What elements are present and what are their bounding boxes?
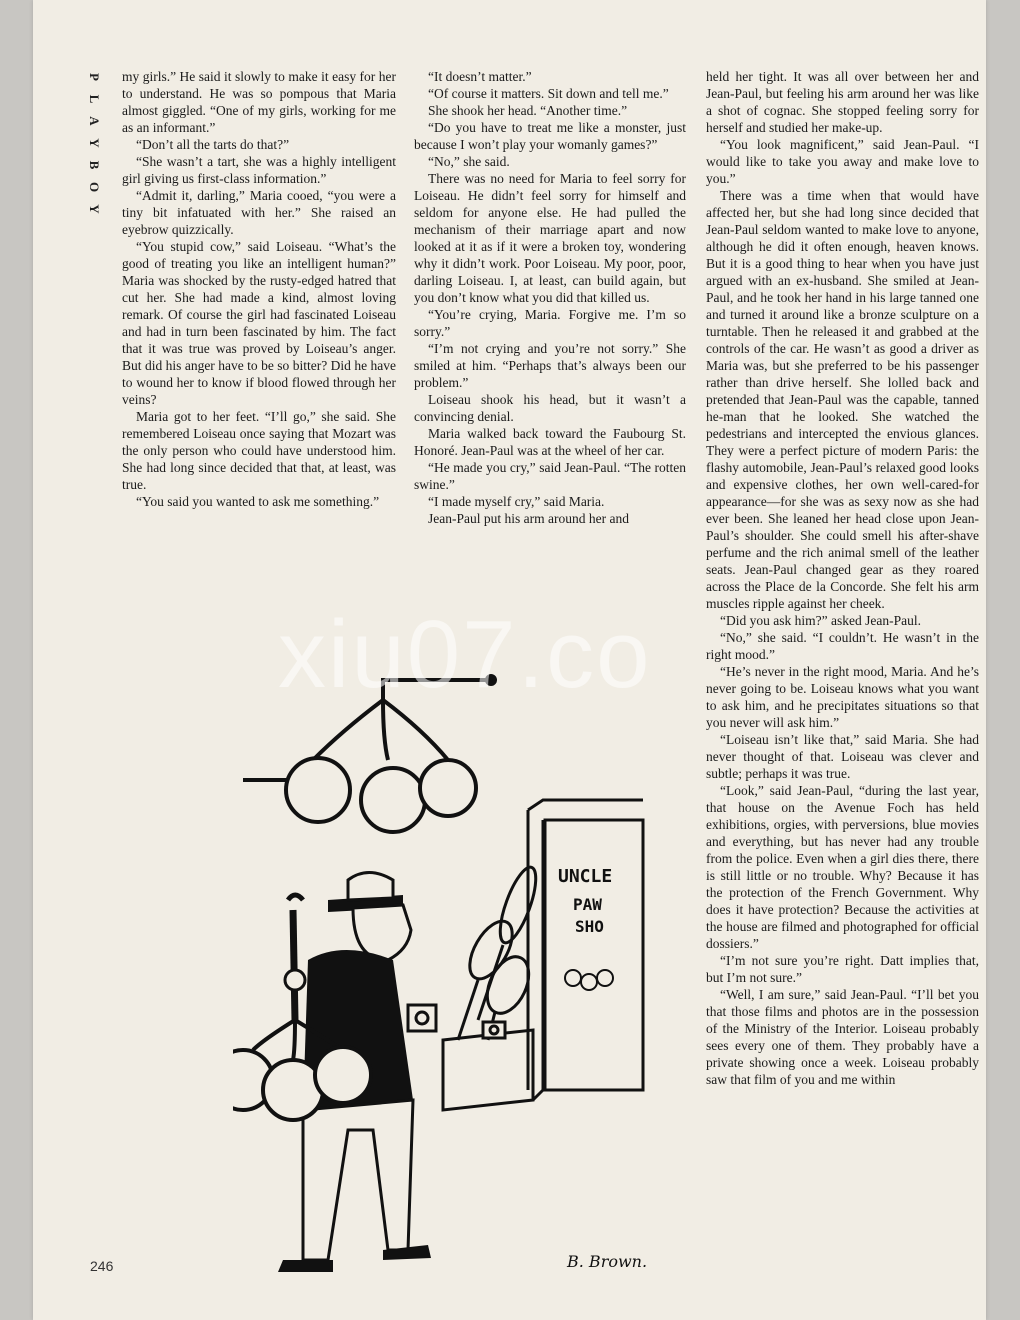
sign-text-sho: SHO — [575, 917, 604, 936]
paragraph: “I’m not crying and you’re not sorry.” She smiled at him. “Perhaps that’s always been our problem.” — [414, 341, 686, 390]
paragraph: There was a time when that would have affected her, but she had long since decided that Jean-Paul seldom wanted to make love to anyone, although he did it often enough, heaven knows. But it is a good thing to hear when you have just argued with an ex-husband. She smiled at Jean-Paul, and he took her hand in his large tanned one and turned it around like a bronze sculpture on a turntable. Then he released it and grabbed at the controls of the car. He wasn’t as good a driver as Maria was, but she preferred to be his passenger rather than drive herself. She lolled back and pretended that Jean-Paul was the capable, tanned he-man that he looked. She watched the pedestrians and intercepted the envious glances. They were a perfect picture of modern Paris: the flashy automobile, Jean-Paul’s relaxed good looks and expensive clothes, her own well-cared-for appearance—for she was as sexy now as she had ever been. She leaned her head close upon Jean-Paul’s shoulder. She could smell his after-shave perfume and the rich animal smell of the leather seats. Jean-Paul changed gear as they roared across the Place de la Concorde. She felt his arm muscles ripple against her cheek. — [706, 188, 979, 611]
paragraph: “You stupid cow,” said Loiseau. “What’s the good of treating you like an intelligent human?” Maria was shocked by the rusty-edged hatred that cut her. She had made a kind, almost loving remark. Of course the girl had fascinated Loiseau and had in turn been fascinated by him. The fact that it was true was proved by Loiseau’s anger. But did his anger have to be so bitter? Did he have to wound her to know if blood flowed through her veins? — [122, 239, 396, 407]
masthead-letter: Y — [87, 138, 102, 148]
sign-text-paw: PAW — [573, 895, 602, 914]
masthead-letter: L — [87, 94, 102, 104]
masthead-vertical — [83, 66, 105, 220]
paragraph: “Did you ask him?” asked Jean-Paul. — [720, 613, 921, 628]
masthead-letter: A — [87, 116, 102, 126]
paragraph: “She wasn’t a tart, she was a highly intelligent girl giving us first-class information.” — [122, 154, 396, 186]
magazine-page — [33, 0, 986, 1320]
paragraph: “You’re crying, Maria. Forgive me. I’m so sorry.” — [414, 307, 686, 339]
paragraph: Jean-Paul put his arm around her and — [428, 511, 629, 526]
watermark-text: xiu07.co — [278, 601, 652, 708]
paragraph: She shook her head. “Another time.” — [428, 103, 628, 118]
paragraph: my girls.” He said it slowly to make it easy for her to understand. He was so pompous that Maria almost giggled. “One of my girls, working for me as an informant.” — [122, 69, 396, 135]
paragraph: “Don’t all the tarts do that?” — [136, 137, 290, 152]
masthead-letter: Y — [87, 204, 102, 214]
paragraph: There was no need for Maria to feel sorry for Loiseau. He didn’t feel sorry for himself and seldom for anyone else. He had pulled the mechanism of their marriage apart and now looked at it as if it were a broken toy, wondering why it didn’t work. Poor Loiseau. My poor, poor, darling Loiseau. I, at least, can build again, but you don’t know what you did that killed us. — [414, 171, 686, 305]
paragraph: Loiseau shook his head, but it wasn’t a convincing denial. — [414, 392, 686, 424]
masthead-letter: O — [87, 181, 102, 193]
page-number: 246 — [90, 1258, 114, 1274]
paragraph: “You look magnificent,” said Jean-Paul. “I would like to take you away and make love to you.” — [706, 137, 979, 186]
masthead-letter: B — [87, 160, 102, 170]
paragraph: “He made you cry,” said Jean-Paul. “The rotten swine.” — [414, 460, 686, 492]
window-items — [408, 863, 543, 1040]
paragraph: held her tight. It was all over between her and Jean-Paul, but feeling his arm around her was like a shot of cognac. She stopped feeling sorry for herself and studied her make-up. — [706, 69, 979, 135]
cartoon-illustration — [233, 660, 653, 1280]
paragraph: “Loiseau isn’t like that,” said Maria. She had never thought of that. Loiseau was clever and subtle; perhaps it was true. — [706, 732, 979, 781]
paragraph: “No,” she said. “I couldn’t. He wasn’t in the right mood.” — [706, 630, 979, 662]
paragraph: “No,” she said. — [428, 154, 510, 169]
paragraph: Maria walked back toward the Faubourg St. Honoré. Jean-Paul was at the wheel of her car. — [414, 426, 686, 458]
paragraph: “Look,” said Jean-Paul, “during the last year, that house on the Avenue Foch has held exhibitions, orgies, with perversions, blue movies and everything, but has never had any trouble from the police. Even when a girl dies there, there is still little or no trouble. Why? Because it has the protection of the French Government. Why does it have protection? Because the activities at the house are filmed and photographed for official dossiers.” — [706, 783, 979, 951]
paragraph: “Well, I am sure,” said Jean-Paul. “I’ll bet you that those films and photos are in the possession of the Ministry of the Interior. Loiseau probably sees every one of them. They probably have a private showing once a week. Loiseau probably saw that film of you and me within — [706, 987, 979, 1087]
paragraph: “Admit it, darling,” Maria cooed, “you were a tiny bit infatuated with her.” She raised an eyebrow quizzically. — [122, 188, 396, 237]
paragraph: Maria got to her feet. “I’ll go,” she said. She remembered Loiseau once saying that Mozart was the only person who could have understood him. She had long since decided that that, at least, was true. — [122, 409, 396, 492]
artist-signature: B. Brown. — [567, 1252, 648, 1271]
paragraph: “He’s never in the right mood, Maria. And he’s never going to be. Loiseau knows what you want to ask him, and he precipitates situations so that you never will ask him.” — [706, 664, 979, 730]
lamp-globes — [286, 758, 476, 832]
paragraph: “It doesn’t matter.” — [428, 69, 532, 84]
sign-text-uncle: UNCLE — [558, 866, 613, 887]
paragraph: “I made myself cry,” said Maria. — [428, 494, 605, 509]
pawn-balls-icon — [565, 970, 613, 990]
text-column-3 — [706, 68, 979, 1088]
text-column-2 — [414, 68, 686, 527]
paragraph: “You said you wanted to ask me something.” — [136, 494, 380, 509]
paragraph: “Do you have to treat me like a monster, just because I won’t play your womanly games?” — [414, 120, 686, 152]
paragraph: “Of course it matters. Sit down and tell me.” — [428, 86, 669, 101]
paragraph: “I’m not sure you’re right. Datt implies that, but I’m not sure.” — [706, 953, 979, 985]
masthead-letter: P — [87, 73, 102, 81]
text-column-1 — [122, 68, 396, 510]
